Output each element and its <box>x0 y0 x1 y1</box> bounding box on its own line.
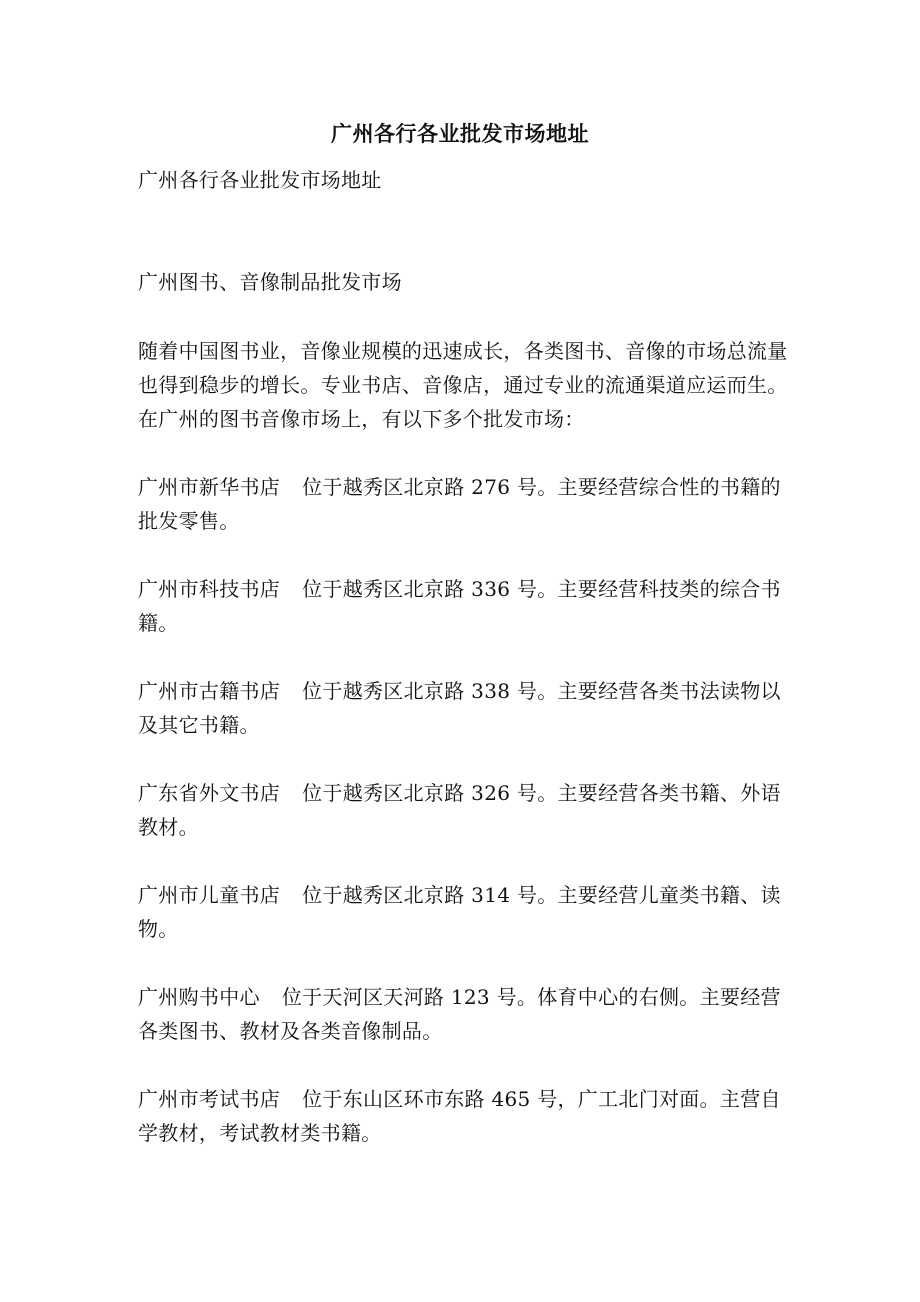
shop-entry <box>138 878 790 946</box>
shop-name: 广州市科技书店 <box>138 577 281 601</box>
shop-name: 广东省外文书店 <box>138 781 281 805</box>
shop-name: 广州市儿童书店 <box>138 883 281 907</box>
shop-description: 位于东山区环市东路 465 号，广工北门对面。主营自学教材，考试教材类书籍。 <box>138 1087 781 1145</box>
shop-entry <box>138 776 790 844</box>
shop-name: 广州市考试书店 <box>138 1087 281 1111</box>
shop-description: 位于越秀区北京路 326 号。主要经营各类书籍、外语教材。 <box>138 781 781 839</box>
shop-description: 位于越秀区北京路 336 号。主要经营科技类的综合书籍。 <box>138 577 781 635</box>
intro-paragraph: 随着中国图书业，音像业规模的迅速成长，各类图书、音像的市场总流量也得到稳步的增长。专业书店、音像店，通过专业的流通渠道应运而生。在广州的图书音像市场上，有以下多个批发市场： <box>138 339 788 431</box>
shop-description: 位于天河区天河路 123 号。体育中心的右侧。主要经营各类图书、教材及各类音像制品。 <box>138 985 781 1043</box>
shop-entry <box>138 674 790 742</box>
document-subtitle: 广州各行各业批发市场地址 <box>138 168 382 192</box>
shop-entry <box>138 572 790 640</box>
shop-description: 位于越秀区北京路 338 号。主要经营各类书法读物以及其它书籍。 <box>138 679 781 737</box>
shop-name: 广州市新华书店 <box>138 475 281 499</box>
shop-description: 位于越秀区北京路 276 号。主要经营综合性的书籍的批发零售。 <box>138 475 781 533</box>
shop-entry <box>138 980 790 1048</box>
shop-entry <box>138 1082 790 1150</box>
section-heading: 广州图书、音像制品批发市场 <box>138 270 402 294</box>
shop-entry <box>138 470 790 538</box>
shop-description: 位于越秀区北京路 314 号。主要经营儿童类书籍、读物。 <box>138 883 781 941</box>
shop-name: 广州购书中心 <box>138 985 260 1009</box>
document-title: 广州各行各业批发市场地址 <box>331 121 589 146</box>
shop-name: 广州市古籍书店 <box>138 679 281 703</box>
